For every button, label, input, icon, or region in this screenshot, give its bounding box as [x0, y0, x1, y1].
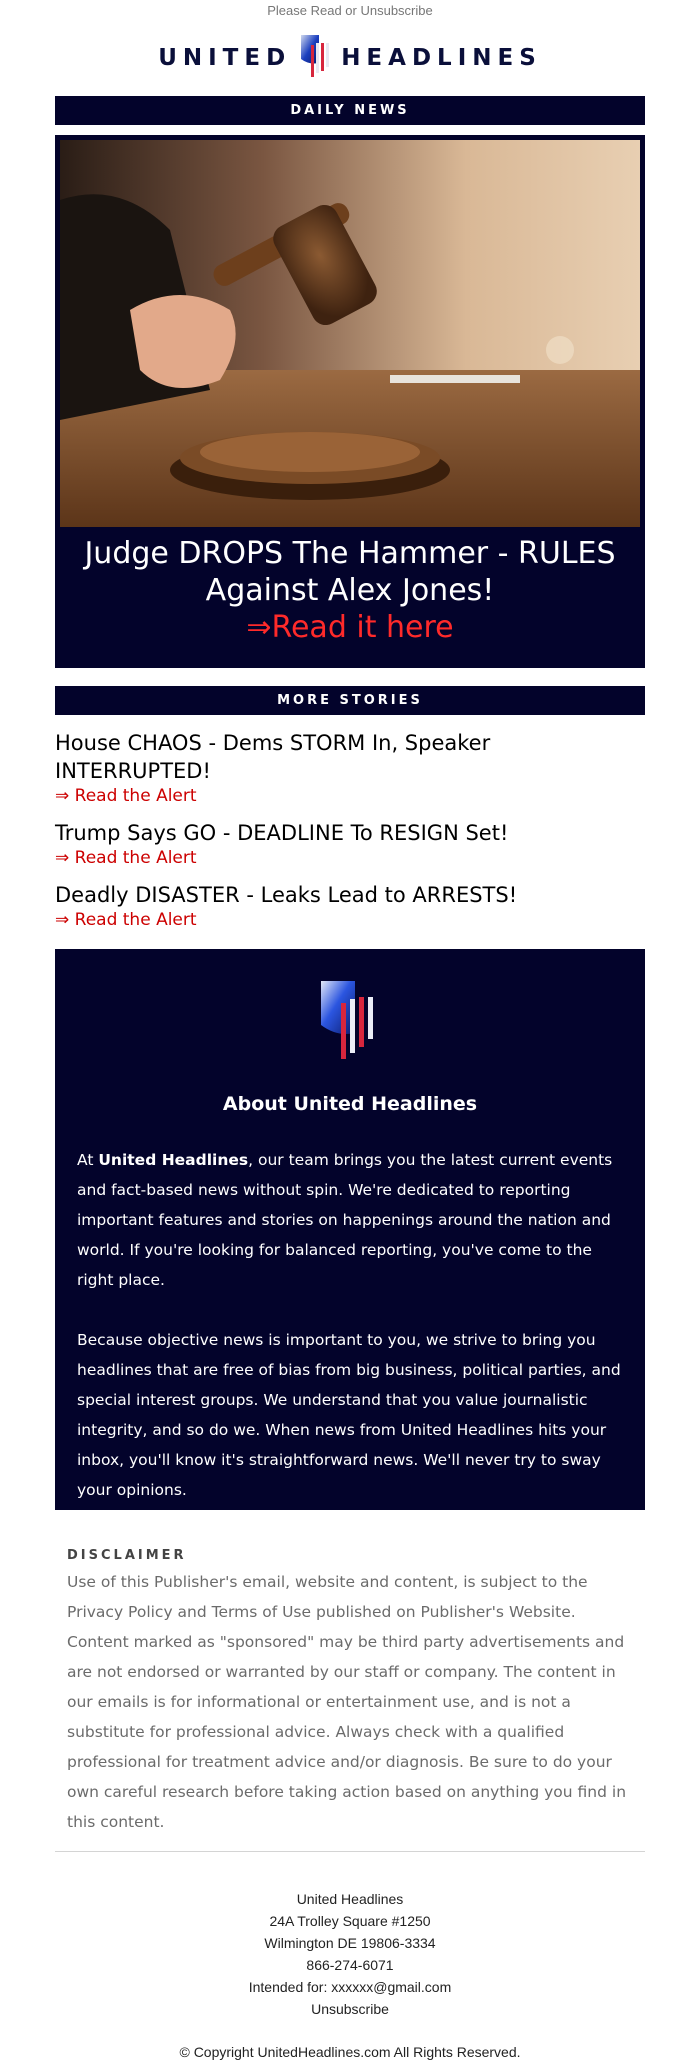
about-title: About United Headlines [222, 1093, 478, 1115]
story-item [55, 729, 645, 807]
footer [0, 1888, 700, 2020]
about-paragraph-1 [77, 1145, 623, 1295]
disclaimer-title: DISCLAIMER [67, 1548, 187, 1563]
disclaimer-section [55, 1548, 645, 1837]
footer-address-line-2: Wilmington DE 19806-3334 [264, 1935, 436, 1951]
daily-news-band: DAILY NEWS [55, 96, 645, 125]
story-list [55, 729, 645, 931]
footer-intended-for: Intended for: xxxxxx@gmail.com [248, 1979, 452, 1995]
story-title[interactable]: House CHAOS - Dems STORM In, Speaker INTERRUPTED! [55, 731, 491, 783]
logo-word-united: UNITED [158, 45, 292, 71]
read-alert-link[interactable]: ⇒ Read the Alert [55, 910, 197, 930]
gavel-photo-icon [60, 140, 640, 527]
hero-headline-block[interactable] [60, 527, 640, 646]
footer-address-line-1: 24A Trolley Square #1250 [269, 1913, 431, 1929]
shield-logo-icon [77, 979, 623, 1061]
story-item [55, 819, 645, 869]
header [0, 20, 700, 96]
hero-read-link[interactable]: ⇒Read it here [246, 610, 454, 645]
divider [55, 1851, 645, 1852]
disclaimer-text: Use of this Publisher's email, website and content, is subject to the Privacy Policy and Terms of Use published on Publisher's Website. Content marked as "sponsored" may be third party advertisements and are not endorsed or warranted by our staff or company. The content in our emails is for informational or entertainment use, and is not a substitute for professional advice. Always check with a qualified professional for treatment advice and/or diagnosis. Be sure to do your own careful research before taking action based on anything you find in this content. [67, 1573, 627, 1831]
about-paragraph-2: Because objective news is important to you, we strive to bring you headlines that are free of bias from big business, political parties, and special interest groups. We understand that you value journalistic integrity, and so do we. When news from United Headlines hits your inbox, you'll know it's straightforward news. We'll never try to sway your opinions. [77, 1331, 621, 1499]
more-stories-band: MORE STORIES [55, 686, 645, 715]
preheader-unsubscribe-link[interactable]: Please Read or Unsubscribe [267, 3, 433, 18]
footer-unsubscribe-link[interactable]: Unsubscribe [311, 2001, 389, 2017]
preheader [0, 0, 700, 20]
about-p1-rest: , our team brings you the latest current events and fact-based news without spin. We're dedicated to reporting important features and stories on happenings around the nation and world. If you're looking for balanced reporting, you've come to the right place. [77, 1151, 613, 1289]
about-section [55, 949, 645, 1510]
footer-phone: 866-274-6071 [306, 1957, 394, 1973]
about-p1-prefix: At [77, 1151, 99, 1169]
shield-logo-icon [299, 33, 333, 83]
about-p1-brand: United Headlines [98, 1151, 249, 1169]
logo-word-headlines: HEADLINES [341, 45, 542, 71]
story-item [55, 881, 645, 931]
hero-title[interactable]: Judge DROPS The Hammer - RULES Against Alex Jones! [84, 536, 616, 608]
gavel-image[interactable] [60, 140, 640, 527]
copyright: © Copyright UnitedHeadlines.com All Rights Reserved. [179, 2044, 521, 2060]
hero-card[interactable] [55, 135, 645, 668]
logo[interactable] [158, 33, 542, 83]
story-title[interactable]: Deadly DISASTER - Leaks Lead to ARRESTS! [55, 883, 518, 907]
story-title[interactable]: Trump Says GO - DEADLINE To RESIGN Set! [55, 821, 509, 845]
read-alert-link[interactable]: ⇒ Read the Alert [55, 848, 197, 868]
footer-company: United Headlines [296, 1891, 404, 1907]
read-alert-link[interactable]: ⇒ Read the Alert [55, 786, 197, 806]
